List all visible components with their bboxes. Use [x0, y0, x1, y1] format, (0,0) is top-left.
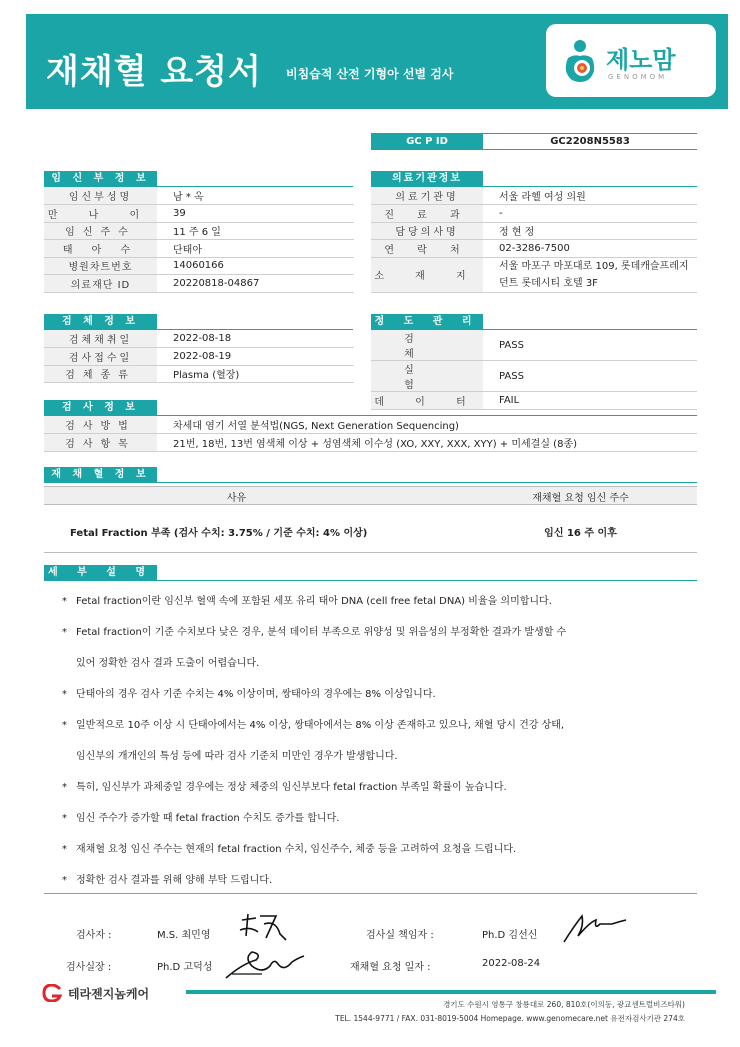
table-row [44, 240, 354, 258]
list-item [62, 809, 339, 824]
lab-head-label: 검사실 책임자 : [366, 930, 434, 941]
logo-text-en: GENOMOM [608, 73, 668, 81]
director-signature-icon [222, 944, 308, 984]
note-text: Fetal fraction이란 임신부 혈액 속에 포함된 세포 유리 태아 DNA (cell free fetal DNA) 비율을 의미합니다. [76, 596, 552, 607]
note-text: 일반적으로 10주 이상 시 단태아에서는 4% 이상, 쌍태아에서는 8% 이상 존재하고 있으나, 채혈 당시 건강 상태, [76, 720, 565, 731]
table-row [44, 205, 354, 223]
patient-table [44, 187, 354, 293]
note-text: 재채혈 요청 임신 주수는 현재의 fetal fraction 수치, 임신주수, 체중 등을 고려하여 요청을 드립니다. [76, 844, 517, 855]
row-value [483, 257, 697, 292]
table-row [371, 330, 697, 361]
list-item [62, 778, 507, 793]
genomom-logo [546, 24, 716, 97]
reason-column-header: 사유 [226, 493, 247, 504]
notes-section-heading: 세 부 설 명 [44, 565, 157, 581]
row-value: 21번, 18번, 13번 염색체 이상 + 성염색체 이수성 (XO, XXY, XXX, XYY) + 미세결실 (8종) [157, 434, 697, 452]
company-g-icon [42, 984, 64, 1002]
qc-specimen-status: PASS [483, 330, 697, 361]
table-row [371, 392, 697, 410]
table-row [371, 205, 697, 223]
list-item [62, 592, 552, 607]
note-text: 임신부의 개개인의 특성 등에 따라 검사 기준치 미만인 경우가 발생합니다. [76, 751, 398, 762]
reblood-reason: Fetal Fraction 부족 (검사 수치: 3.75% / 기준 수치: 4% 이상) [70, 528, 368, 539]
qc-table [371, 330, 697, 410]
row-value: 2022-08-18 [157, 330, 354, 348]
row-key: 담당의사명 [371, 222, 483, 240]
row-value: 20220818-04867 [157, 275, 354, 293]
institution-section-heading: 의료기관정보 [371, 171, 483, 187]
examiner-signature-icon [236, 910, 292, 946]
company-contact: TEL. 1544-9771 / FAX. 031-8019-5004 Homepage. www.genomecare.net 유전자검사기관 274호 [335, 1014, 685, 1023]
bullet-star-icon: * [62, 875, 67, 886]
specimen-table [44, 330, 354, 383]
examiner-label: 검사자 : [76, 930, 112, 941]
lab-head-signature-icon [560, 910, 632, 946]
director-label: 검사실장 : [66, 962, 112, 973]
bullet-star-icon: * [62, 689, 67, 700]
company-name: 테라젠지놈케어 [68, 987, 150, 1001]
logo-text-ko: 제노맘 [606, 46, 676, 74]
table-row [371, 187, 697, 205]
bullet-star-icon: * [62, 596, 67, 607]
row-value: 02-3286-7500 [483, 240, 697, 258]
request-date-label: 재채혈 요청 일자 : [350, 962, 431, 973]
gcp-id-label: GC P ID [371, 133, 483, 150]
section-divider [44, 552, 697, 553]
row-value: 남 * 옥 [157, 187, 354, 205]
note-text: Fetal fraction이 기준 수치보다 낮은 경우, 분석 데이터 부족으로 위양성 및 위음성의 부정확한 결과가 발생할 수 [76, 627, 567, 638]
row-key: 검사접수일 [44, 348, 157, 366]
note-text: 특히, 임신부가 과체중일 경우에는 정상 체중의 임신부보다 fetal fraction 부족일 확률이 높습니다. [76, 782, 507, 793]
specimen-section-heading: 검 체 정 보 [44, 314, 157, 330]
gcp-id-box [371, 133, 697, 150]
company-address: 경기도 수원시 영통구 창룡대로 260, 810호(이의동, 광교센트럴비즈타워) [443, 1000, 685, 1009]
row-key: 태 아 수 [44, 240, 157, 258]
institution-table [371, 187, 697, 293]
table-row [44, 348, 354, 366]
list-item [62, 716, 564, 731]
row-key: 검사항목 [44, 434, 157, 452]
notes-bottom-divider [44, 893, 697, 894]
table-row [371, 257, 697, 292]
list-item [62, 623, 566, 638]
gcp-id-value: GC2208N5583 [483, 133, 697, 150]
row-value: - [483, 205, 697, 223]
report-subtitle: 비침습적 산전 기형아 선별 검사 [286, 67, 454, 81]
footer-bar [186, 990, 716, 994]
row-value: Plasma (혈장) [157, 365, 354, 383]
row-key: 병원차트번호 [44, 257, 157, 275]
test-section-heading: 검 사 정 보 [44, 400, 157, 416]
table-row [44, 275, 354, 293]
row-key: 연 락 처 [371, 240, 483, 258]
table-row [44, 416, 697, 434]
row-key: 검 체 [371, 330, 483, 361]
table-row [44, 365, 354, 383]
row-value: 정 현 정 [483, 222, 697, 240]
address-line-2: 던트 롯데시티 호텔 3F [499, 277, 598, 289]
examiner-name: M.S. 최민영 [157, 930, 211, 941]
table-row [371, 361, 697, 392]
table-row [44, 330, 354, 348]
list-item [62, 747, 398, 762]
request-date: 2022-08-24 [482, 958, 541, 969]
reblood-section-heading: 재 채 혈 정 보 [44, 467, 157, 483]
list-item [62, 840, 516, 855]
row-key: 의료재단 ID [44, 275, 157, 293]
row-value: 2022-08-19 [157, 348, 354, 366]
list-item [62, 871, 272, 886]
row-key: 검체채취일 [44, 330, 157, 348]
table-row [371, 240, 697, 258]
row-key: 검사방법 [44, 416, 157, 434]
row-key: 데 이 터 [371, 392, 483, 410]
report-header [26, 14, 728, 109]
row-key: 임신부성명 [44, 187, 157, 205]
row-key: 임신주수 [44, 222, 157, 240]
lab-head-name: Ph.D 김선신 [482, 930, 538, 941]
patient-section-heading: 임 신 부 정 보 [44, 171, 157, 187]
qc-section-heading: 정 도 관 리 [371, 314, 483, 330]
week-column-header: 재채혈 요청 임신 주수 [532, 493, 629, 504]
bullet-star-icon: * [62, 627, 67, 638]
row-value: 14060166 [157, 257, 354, 275]
address-line-1: 서울 마포구 마포대로 109, 롯데캐슬프레지 [499, 260, 689, 272]
list-item [62, 654, 259, 669]
note-text: 임신 주수가 증가할 때 fetal fraction 수치도 증가를 합니다. [76, 813, 340, 824]
row-key: 검체종류 [44, 365, 157, 383]
director-name: Ph.D 고덕성 [157, 962, 213, 973]
row-value: 단태아 [157, 240, 354, 258]
bullet-star-icon: * [62, 844, 67, 855]
row-key: 만 나 이 [44, 205, 157, 223]
row-value: 서울 라헬 여성 의원 [483, 187, 697, 205]
report-title: 재채혈 요청서 [46, 52, 262, 92]
table-row [44, 434, 697, 452]
note-text: 정확한 검사 결과를 위해 양해 부탁 드립니다. [76, 875, 273, 886]
bullet-star-icon: * [62, 782, 67, 793]
bullet-star-icon: * [62, 720, 67, 731]
row-key: 소 재 지 [371, 257, 483, 292]
table-row [44, 222, 354, 240]
row-key: 의료기관명 [371, 187, 483, 205]
row-value: 39 [157, 205, 354, 223]
section-divider [157, 482, 697, 483]
genomom-mother-icon [560, 38, 600, 84]
section-divider [157, 580, 697, 581]
row-key: 실 험 [371, 361, 483, 392]
row-value: 11 주 6 일 [157, 222, 354, 240]
table-row [44, 187, 354, 205]
test-table [44, 416, 697, 452]
note-text: 단태아의 경우 검사 기준 수치는 4% 이상이며, 쌍태아의 경우에는 8% 이상입니다. [76, 689, 436, 700]
note-text: 있어 정확한 검사 결과 도출이 어렵습니다. [76, 658, 260, 669]
qc-data-status: FAIL [483, 392, 697, 410]
list-item [62, 685, 436, 700]
reblood-week: 임신 16 주 이후 [544, 528, 617, 539]
table-row [371, 222, 697, 240]
row-key: 진 료 과 [371, 205, 483, 223]
bullet-star-icon: * [62, 813, 67, 824]
row-value: 차세대 염기 서열 분석법(NGS, Next Generation Sequencing) [157, 416, 697, 434]
qc-experiment-status: PASS [483, 361, 697, 392]
table-row [44, 257, 354, 275]
